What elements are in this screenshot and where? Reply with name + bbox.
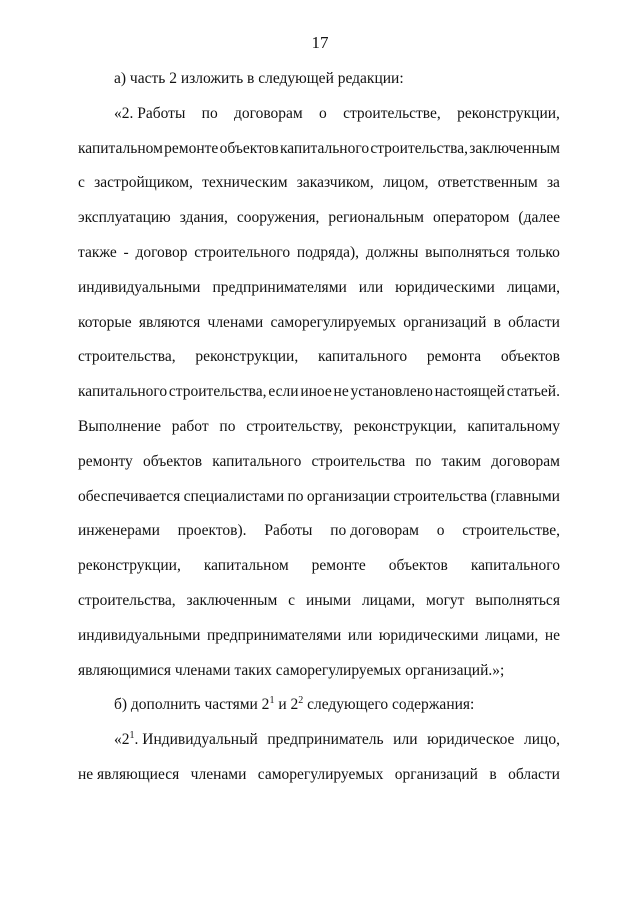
word: предпринимателями (212, 278, 347, 296)
word: «2. Работы (114, 104, 186, 122)
word: (далее (518, 209, 560, 227)
word: объектов (388, 557, 448, 575)
word: выполняться (475, 591, 560, 609)
text-line (78, 619, 560, 654)
word: региональным (328, 209, 424, 227)
word: области (508, 765, 560, 783)
word: оператором (432, 209, 510, 227)
text-line (78, 410, 560, 445)
text-line (78, 480, 560, 515)
word: организации (306, 487, 391, 505)
word: заказчиком, (296, 174, 374, 192)
word: саморегулируемых (270, 313, 396, 331)
word: иными (305, 591, 352, 609)
word: объектов (500, 348, 560, 366)
word: ремонту (78, 452, 133, 470)
word: которые (78, 313, 132, 331)
word: с (288, 591, 296, 609)
word: подряда), (296, 243, 360, 261)
word: - (123, 243, 129, 261)
word: с (78, 174, 85, 192)
word: строительства (393, 487, 488, 505)
word: должны (365, 243, 419, 261)
word: проектов). (177, 522, 247, 540)
text-line (78, 201, 560, 236)
text-line (78, 166, 560, 201)
word: индивидуальными (78, 278, 201, 296)
word: эксплуатацию (78, 209, 171, 227)
word: ремонта (426, 348, 482, 366)
word: не (333, 383, 349, 401)
word: реконструкции, (195, 348, 299, 366)
document-body (78, 62, 560, 793)
word: строительного (194, 243, 291, 261)
word: объектов (142, 452, 203, 470)
word: о (436, 522, 445, 540)
word: строительства, (78, 348, 176, 366)
text-line (78, 132, 560, 167)
text-line (78, 375, 560, 410)
word: Выполнение (78, 417, 161, 435)
word: капитального (212, 452, 302, 470)
word: договорам (233, 104, 303, 122)
word: только (516, 243, 560, 261)
word (114, 723, 258, 758)
text-line (78, 549, 560, 584)
word: в (489, 765, 497, 783)
word: строительстве, (462, 522, 560, 540)
paragraph-b-sup-1: 1 (269, 695, 275, 707)
text-line (78, 514, 560, 549)
text-line (78, 584, 560, 619)
paragraph-b-sup-2: 2 (298, 695, 304, 707)
word: юридическое (427, 731, 515, 749)
word: реконструкции, (78, 557, 181, 575)
word: за (546, 174, 560, 192)
word: членами (190, 765, 247, 783)
word: обеспечивается (78, 487, 181, 505)
word: лицами, (361, 591, 416, 609)
paragraph-part-2-1-first-line (78, 723, 560, 758)
word: предприниматель (267, 731, 384, 749)
word: по (201, 104, 218, 122)
paragraph-b-mid: и 2 (274, 696, 299, 714)
word: по договорам (330, 522, 419, 540)
word: капитального (279, 139, 370, 157)
word: или (347, 626, 373, 644)
word: строительству, (246, 417, 343, 435)
word: договорам (491, 452, 560, 470)
word: по (219, 417, 236, 435)
word: если (268, 383, 299, 401)
word: капитального (78, 383, 168, 401)
word: капитальном (203, 557, 289, 575)
page-number: 17 (311, 33, 329, 52)
text-line (78, 236, 560, 271)
word: здания, (179, 209, 228, 227)
word: ответственным (437, 174, 538, 192)
word: лицами, (506, 278, 560, 296)
word: иное (300, 383, 332, 401)
word: или (393, 731, 418, 749)
word: капитального (317, 348, 408, 366)
word: статьей. (506, 383, 560, 401)
text-line (78, 340, 560, 375)
paragraph-part-2 (78, 97, 560, 654)
paragraph-a-text: а) часть 2 изложить в следующей редакции: (114, 70, 404, 87)
word: организаций (394, 765, 478, 783)
word: лицом, (383, 174, 429, 192)
paragraph-b-suffix: следующего содержания: (303, 696, 475, 714)
word: реконструкции, (353, 417, 457, 435)
word: являются (138, 313, 201, 331)
part-number-prefix: «2 (114, 731, 130, 749)
word: индивидуальными (78, 626, 201, 644)
word: (главными (490, 487, 560, 505)
word: в (493, 313, 501, 331)
word: договор (135, 243, 188, 261)
word-text: . Индивидуальный (134, 731, 258, 749)
word: установлено (350, 383, 433, 401)
word: капитальном (78, 139, 163, 157)
word: строительства, (370, 139, 468, 157)
word: не являющиеся (78, 765, 180, 783)
paragraph-part-2-1-second-line (78, 758, 560, 793)
word: лицо, (524, 731, 560, 749)
paragraph-part-2-last-text: являющимися членами таких саморегулируемых организаций.»; (78, 661, 505, 679)
word: строительства, (78, 591, 176, 609)
word: членами (207, 313, 264, 331)
word: организаций (403, 313, 487, 331)
part-number-superscript: 1 (129, 730, 135, 742)
text-line (78, 445, 560, 480)
word: настоящей (434, 383, 505, 401)
word: или (358, 278, 384, 296)
word: застройщиком, (94, 174, 193, 192)
paragraph-a (78, 62, 560, 97)
word: Работы (264, 522, 313, 540)
word: ремонте (164, 139, 219, 157)
text-line (78, 97, 560, 132)
word: капитальному (467, 417, 560, 435)
word: сооружения, (236, 209, 320, 227)
word: предпринимателями (207, 626, 342, 644)
word: строительства (311, 452, 406, 470)
word: заключенным (469, 139, 560, 157)
word: реконструкции, (457, 104, 560, 122)
word: о (319, 104, 327, 122)
word: инженерами (78, 522, 160, 540)
word: работ (171, 417, 209, 435)
word: по (415, 452, 432, 470)
word: области (508, 313, 560, 331)
word: также (78, 243, 117, 261)
word: саморегулируемых (257, 765, 384, 783)
word: ремонте (311, 557, 366, 575)
word: юридическими (378, 626, 479, 644)
paragraph-part-2-last-line (78, 654, 560, 689)
word: капитального (470, 557, 560, 575)
word: техническим (202, 174, 288, 192)
word: могут (426, 591, 465, 609)
word: выполняться (425, 243, 510, 261)
word: заключенным (186, 591, 278, 609)
paragraph-b-prefix: б) дополнить частями 2 (114, 696, 270, 714)
text-line (78, 306, 560, 341)
word: объектов (219, 139, 279, 157)
word: строительства, (168, 383, 267, 401)
word: лицами, (485, 626, 539, 644)
paragraph-b (78, 688, 560, 723)
word: специалистами (183, 487, 285, 505)
word: юридическими (395, 278, 495, 296)
word: по (287, 487, 304, 505)
word: строительстве, (343, 104, 441, 122)
word: таким (441, 452, 482, 470)
text-line (78, 271, 560, 306)
word: не (544, 626, 560, 644)
